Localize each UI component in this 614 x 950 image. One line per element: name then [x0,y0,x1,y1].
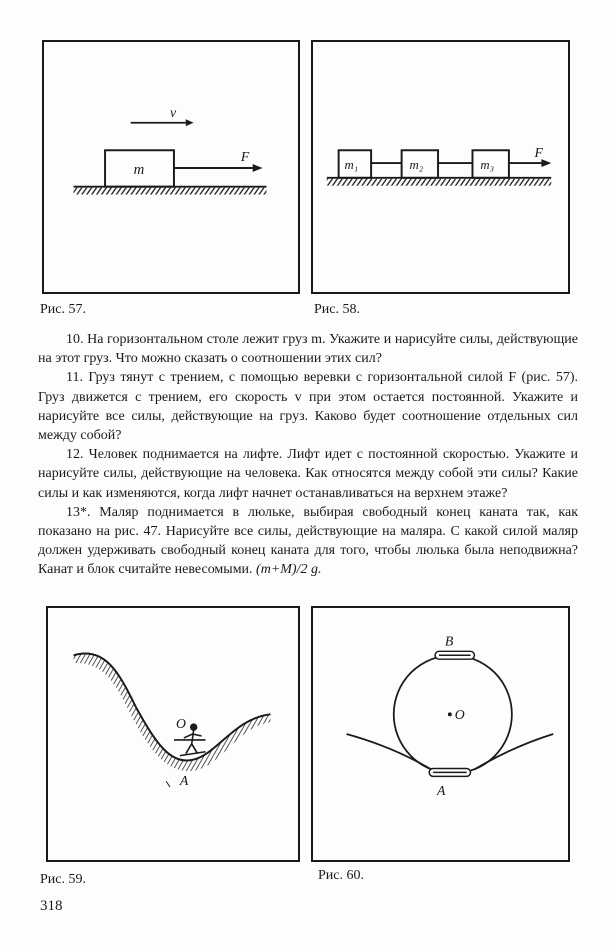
problem-12: 12. Человек поднимается на лифте. Лифт идет с постоянной скоростью. Укажите и нарисуйте силы, действующие на человека. Как относятся между собой эти силы? Какие силы и как изменяются, когда лифт начнет останавливаться на верхнем этаже? [38,447,578,501]
force-label: F [240,149,250,165]
velocity-label: v [170,104,177,120]
figure-60-caption: Рис. 60. [318,868,364,883]
point-o-label: O [175,716,186,732]
track-left [346,734,431,769]
figure-58-caption: Рис. 58. [314,302,360,317]
tick-mark [166,781,170,787]
center-point [448,712,452,716]
force-label: F [534,145,543,161]
table-hatching [74,188,267,195]
problem-13 [38,503,578,580]
figure-58-drawing [313,42,568,292]
figure-59 [46,606,300,862]
figure-57-caption: Рис. 57. [40,302,86,317]
problem-13-answer: (m+M)/2 g. [256,562,322,578]
force-arrowhead [541,159,551,167]
mass-label: m [133,161,145,178]
point-a-label: A [179,773,189,789]
problem-13-text: 13*. Маляр поднимается в люльке, выбирая свободный конец каната так, как показано на рис. 47. Нарисуйте все силы, действующие на маляра. С какой силой маляр должен удерживать свободный конец каната для того, чтобы люлька была неподвижна? Канат и блок считайте невесомыми. [38,504,578,578]
figure-59-drawing [48,608,298,860]
figure-59-caption: Рис. 59. [40,872,86,887]
page-number: 318 [40,898,63,914]
problem-10: 10. На горизонтальном столе лежит груз m. Укажите и нарисуйте силы, действующие на этот груз. Что можно сказать о соотношении этих сил? [38,332,578,367]
table-hatching [327,179,551,186]
loop-circle [394,655,512,773]
figure-60-drawing [313,608,568,860]
block-m1-label: m₁ [344,157,359,172]
block-m2-label: m₂ [409,157,424,172]
figure-58 [311,40,570,294]
velocity-arrowhead [186,119,194,126]
block-m3-label: m₃ [480,157,495,172]
point-b-label: B [444,633,454,649]
figure-57-drawing [44,42,298,292]
problem-11: 11. Груз тянут с трением, с помощью веревки с горизонтальной силой F (рис. 57). Груз движется с трением, его скорость v при этом остается постоянной. Укажите и нарисуйте все силы, действующие на груз. Каково будет соотношение отдельных сил между собой? [38,370,578,444]
figure-57 [42,40,300,294]
problem-list [38,330,578,580]
point-o-label: O [454,707,465,723]
car-top [435,651,474,659]
car-bottom [429,768,470,776]
track-right [474,734,553,769]
force-arrowhead [253,164,263,172]
valley-hatching [74,653,271,771]
point-a-label: A [437,783,446,799]
figure-60 [311,606,570,862]
